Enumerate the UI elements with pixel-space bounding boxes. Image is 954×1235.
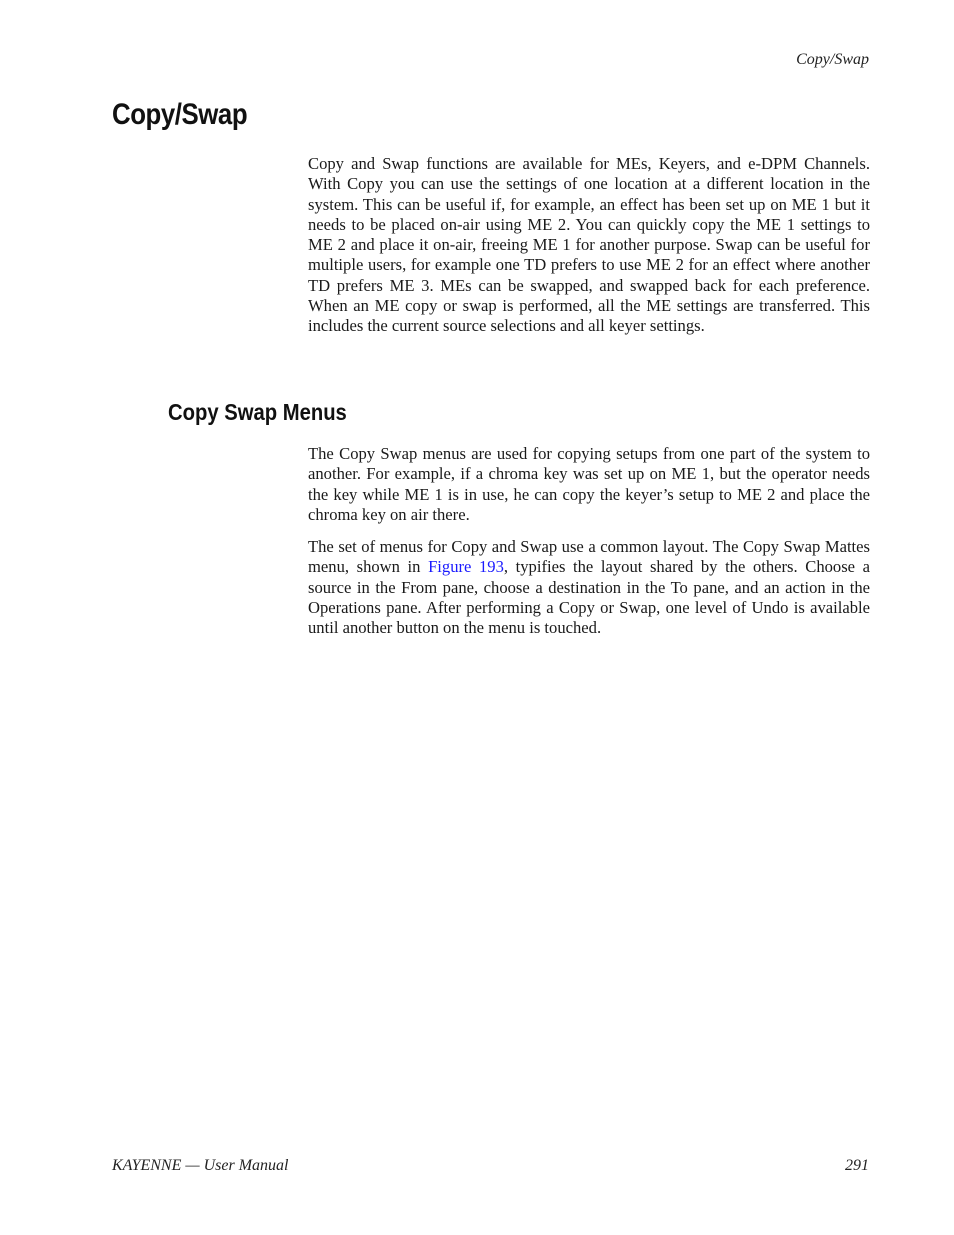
section-paragraph-block-1: [308, 444, 870, 525]
chapter-title: Copy/Swap: [112, 98, 248, 131]
intro-paragraph-block: [308, 154, 870, 337]
footer-page-number: 291: [845, 1157, 869, 1174]
paragraph-text-before-link: The set of menus for Copy and Swap use a common layout. The Copy Swap Mattes menu, shown in: [308, 537, 870, 577]
section-paragraph-block-2: [308, 537, 870, 638]
section-title: Copy Swap Menus: [168, 399, 347, 425]
section-paragraph-2: [308, 537, 870, 638]
section-paragraph-1: The Copy Swap menus are used for copying setups from one part of the system to another. For example, if a chroma key was set up on ME 1, but the operator needs the key while ME 1 is in use, he can copy the keyer’s setup to ME 2 and place the chroma key on air there.: [308, 444, 870, 524]
figure-193-link[interactable]: Figure 193: [428, 557, 504, 577]
running-header: Copy/Swap: [796, 51, 869, 68]
footer-manual-title: KAYENNE — User Manual: [112, 1157, 289, 1174]
intro-paragraph: Copy and Swap functions are available for MEs, Keyers, and e-DPM Channels. With Copy you can use the settings of one location at a different location in the system. This can be useful if, for example, an effect has been set up on ME 1 but it needs to be placed on-air using ME 2. You can quickly copy the ME 1 settings to ME 2 and place it on-air, freeing ME 1 for another purpose. Swap can be useful for multiple users, for example one TD prefers to use ME 2 for an effect where another TD prefers ME 3. MEs can be swapped, and swapped back for each preference. When an ME copy or swap is performed, all the ME settings are transferred. This includes the current source selections and all keyer settings.: [308, 154, 870, 336]
paragraph-text-after-link: , typifies the layout shared by the others. Choose a source in the From pane, choose a destination in the To pane, and an action in the Operations pane. After performing a Copy or Swap, one level of Undo is available until another button on the menu is touched.: [308, 557, 870, 638]
